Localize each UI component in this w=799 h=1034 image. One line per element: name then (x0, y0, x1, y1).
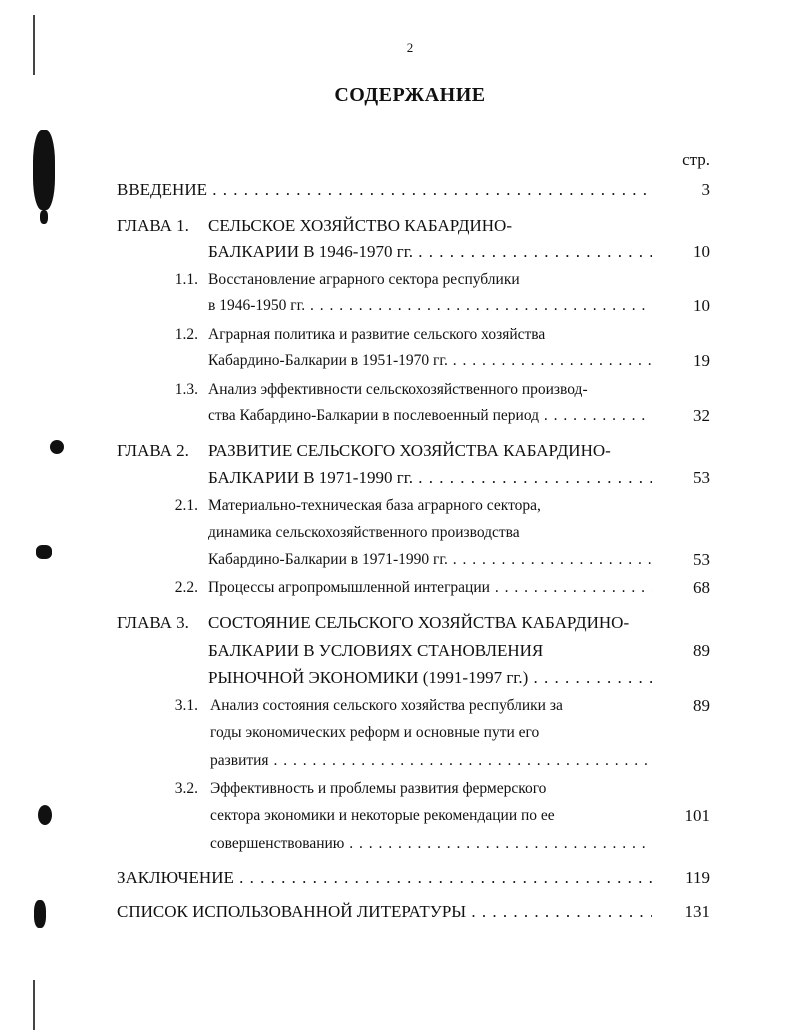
section-number: 1.1. (174, 271, 198, 288)
toc-page-number: 53 (693, 468, 710, 487)
toc-label: Материально-техническая база аграрного сектора, (208, 497, 541, 514)
toc-label: Восстановление аграрного сектора республики (208, 271, 520, 288)
section-number: 1.3. (174, 381, 198, 398)
toc-label-continued: развития . . . (210, 752, 652, 770)
toc-page-number: 10 (693, 242, 710, 261)
toc-label-continued: динамика сельскохозяйственного производства (208, 524, 520, 541)
page-column-header: стр. (682, 150, 710, 169)
toc-label-continued: сектора экономики и некоторые рекомендации по ее (210, 807, 555, 824)
toc-label: СЕЛЬСКОЕ ХОЗЯЙСТВО КАБАРДИНО- (208, 216, 512, 235)
toc-label: Анализ эффективности сельскохозяйственного производ- (208, 381, 588, 398)
toc-label: Процессы агропромышленной интеграции . . . (208, 579, 652, 597)
page-number: 2 (406, 40, 414, 55)
toc-label: СПИСОК ИСПОЛЬЗОВАННОЙ ЛИТЕРАТУРЫ . . . (117, 902, 652, 922)
chapter-number: ГЛАВА 1. (117, 216, 189, 235)
toc-page-number: 131 (684, 902, 710, 921)
page-title: СОДЕРЖАНИЕ (334, 84, 486, 106)
toc-page-number: 19 (693, 351, 710, 370)
section-number: 3.1. (174, 697, 198, 714)
section-number: 2.2. (174, 579, 198, 596)
toc-label: РАЗВИТИЕ СЕЛЬСКОГО ХОЗЯЙСТВА КАБАРДИНО- (208, 441, 611, 460)
toc-page-number: 89 (693, 696, 710, 715)
toc-label-continued: БАЛКАРИИ В УСЛОВИЯХ СТАНОВЛЕНИЯ (208, 641, 544, 660)
toc-label: Анализ состояния сельского хозяйства республики за (210, 697, 563, 714)
toc-label-continued: Кабардино-Балкарии в 1971-1990 гг. . . . (208, 551, 652, 569)
section-number: 3.2. (174, 780, 198, 797)
toc-page-number: 101 (684, 806, 710, 825)
toc-page-number: 119 (685, 868, 710, 887)
toc-label-continued: Кабардино-Балкарии в 1951-1970 гг. . . . (208, 352, 652, 370)
toc-label-continued: БАЛКАРИИ В 1946-1970 гг. . . . (208, 242, 652, 262)
toc-page-number: 53 (693, 550, 710, 569)
toc-label-continued: годы экономических реформ и основные пути его (210, 724, 540, 741)
toc-label: ВВЕДЕНИЕ . . . (117, 180, 652, 200)
toc-page-number: 3 (701, 180, 710, 199)
section-number: 2.1. (174, 497, 198, 514)
chapter-number: ГЛАВА 3. (117, 613, 189, 632)
toc-label-continued: БАЛКАРИИ В 1971-1990 гг. . . . (208, 468, 652, 488)
toc-page-number: 32 (693, 406, 710, 425)
toc-page-number: 68 (693, 578, 710, 597)
toc-label-continued: РЫНОЧНОЙ ЭКОНОМИКИ (1991-1997 гг.) . . . (208, 668, 652, 688)
toc-page-number: 89 (693, 641, 710, 660)
toc-page-number: 10 (693, 296, 710, 315)
chapter-number: ГЛАВА 2. (117, 441, 189, 460)
toc-label-continued: ства Кабардино-Балкарии в послевоенный период . . . (208, 407, 652, 425)
toc-label: СОСТОЯНИЕ СЕЛЬСКОГО ХОЗЯЙСТВА КАБАРДИНО- (208, 613, 630, 632)
section-number: 1.2. (174, 326, 198, 343)
toc-label-continued: совершенствованию . . . (210, 835, 652, 853)
toc-label-continued: в 1946-1950 гг. . . . (208, 297, 652, 315)
toc-label: ЗАКЛЮЧЕНИЕ . . . (117, 868, 652, 888)
toc-label: Эффективность и проблемы развития фермерского (210, 780, 547, 797)
toc-label: Аграрная политика и развитие сельского хозяйства (208, 326, 546, 343)
